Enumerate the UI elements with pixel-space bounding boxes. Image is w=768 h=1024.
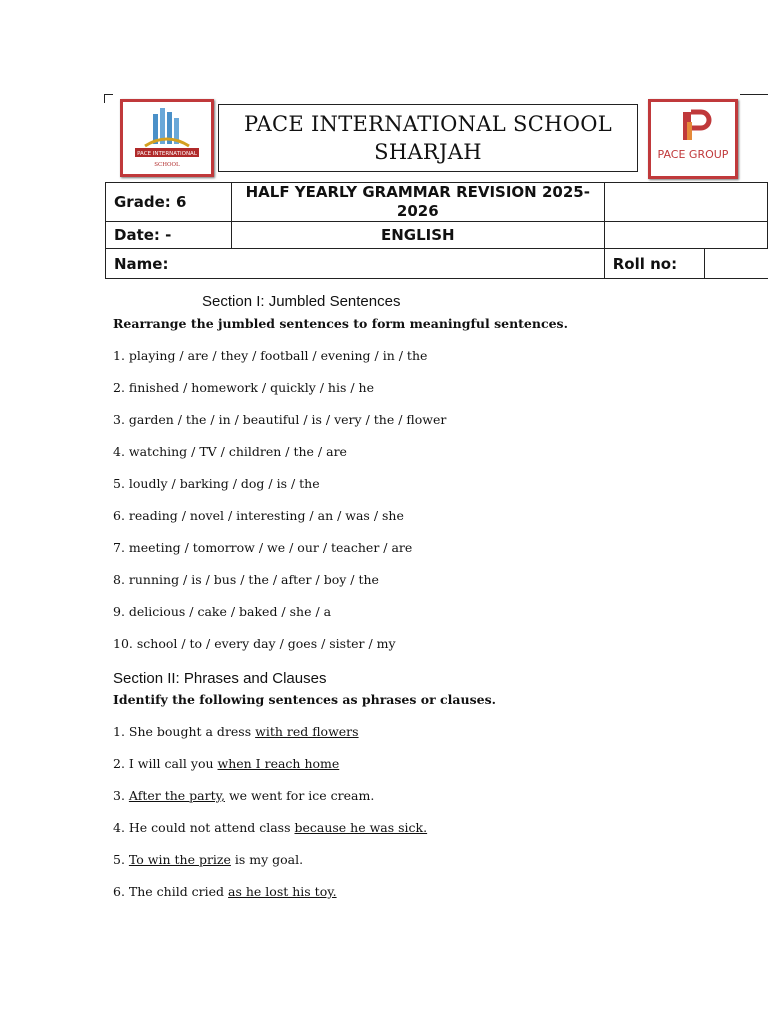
logo-text: PACE INTERNATIONAL <box>137 151 197 157</box>
phrase-clause-item <box>113 724 359 739</box>
item-text: 3. <box>113 788 129 803</box>
jumbled-sentence-item: 8. running / is / bus / the / after / boy / the <box>113 572 379 587</box>
jumbled-sentence-item: 1. playing / are / they / football / evening / in / the <box>113 348 428 363</box>
jumbled-sentence-item: 9. delicious / cake / baked / she / a <box>113 604 332 619</box>
jumbled-sentence-item: 7. meeting / tomorrow / we / our / teacher / are <box>113 540 413 555</box>
phrase-clause-item <box>113 756 339 771</box>
section-1-instruction: Rearrange the jumbled sentences to form meaningful sentences. <box>113 316 568 331</box>
jumbled-sentence-item: 4. watching / TV / children / the / are <box>113 444 347 459</box>
name-field-label: Name: <box>106 249 605 279</box>
jumbled-sentence-item: 5. loudly / barking / dog / is / the <box>113 476 320 491</box>
underlined-part: with red flowers <box>255 724 359 739</box>
phrase-clause-item <box>113 852 303 867</box>
section-2-title: Section II: Phrases and Clauses <box>113 670 327 687</box>
school-city: SHARJAH <box>374 140 482 164</box>
section-2-instruction: Identify the following sentences as phrases or clauses. <box>113 692 496 707</box>
underlined-part: as he lost his toy. <box>228 884 337 899</box>
group-logo-text: PACE GROUP <box>657 148 729 161</box>
underlined-part: when I reach home <box>217 756 340 771</box>
group-logo <box>648 99 738 179</box>
underlined-part: To win the prize <box>128 852 231 867</box>
date-cell: Date: - <box>106 222 232 249</box>
jumbled-sentence-item: 10. school / to / every day / goes / sister / my <box>113 636 396 651</box>
student-info-table <box>105 182 768 279</box>
item-text: 4. He could not attend class <box>113 820 295 835</box>
roll-number-label: Roll no: <box>604 249 704 279</box>
jumbled-sentence-item: 2. finished / homework / quickly / his / he <box>113 380 374 395</box>
underlined-part: because he was sick. <box>294 820 428 835</box>
roll-number-field[interactable] <box>704 249 767 279</box>
blank-cell <box>604 183 767 222</box>
jumbled-sentence-item: 6. reading / novel / interesting / an / was / she <box>113 508 404 523</box>
phrase-clause-item <box>113 788 374 803</box>
document-header <box>104 94 768 182</box>
jumbled-sentence-item: 3. garden / the / in / beautiful / is / very / the / flower <box>113 412 447 427</box>
subject-cell: ENGLISH <box>231 222 604 249</box>
item-text: 6. The child cried <box>113 884 229 899</box>
school-name: PACE INTERNATIONAL SCHOOL <box>244 112 612 136</box>
phrase-clause-item <box>113 820 427 835</box>
school-name-box <box>218 104 638 172</box>
school-logo <box>120 99 214 177</box>
item-text: is my goal. <box>230 852 304 867</box>
phrase-clause-item <box>113 884 337 899</box>
item-text: we went for ice cream. <box>224 788 375 803</box>
underlined-part: After the party, <box>128 788 225 803</box>
item-text: 5. <box>113 852 129 867</box>
blank-cell <box>604 222 767 249</box>
school-logo-icon <box>123 102 211 174</box>
exam-title-cell: HALF YEARLY GRAMMAR REVISION 2025-2026 <box>231 183 604 222</box>
group-logo-icon <box>651 102 735 176</box>
grade-cell: Grade: 6 <box>106 183 232 222</box>
section-1-title: Section I: Jumbled Sentences <box>202 293 401 310</box>
logo-subtext: SCHOOL <box>154 162 180 168</box>
item-text: 2. I will call you <box>113 756 218 771</box>
item-text: 1. She bought a dress <box>113 724 256 739</box>
